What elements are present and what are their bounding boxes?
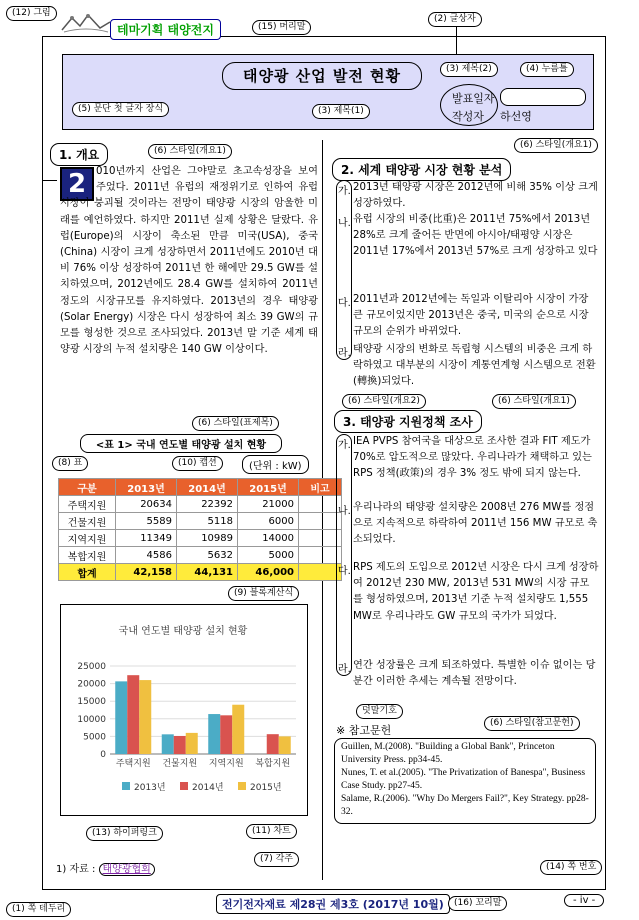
label-caption: (10) 캡션	[172, 456, 223, 471]
footnote-link[interactable]: 태양광협회	[99, 863, 155, 876]
chart-bar	[232, 705, 244, 754]
s3-item: 연간 성장률은 크게 퇴조하였다. 특별한 이슈 없이는 당분간 이러한 추세는 계속될 전망이다.	[353, 660, 596, 688]
s3-item: RPS 제도의 도입으로 2012년 시장은 다시 크게 성장하여 2012년 230 MW, 2013년 531 MW의 시장 규모를 형성하였으며, 2013년 기준 누적 설치량도 1,555 MW로 우리나라도 GW 규모의 국가가 되었다.	[353, 562, 599, 622]
footnote	[56, 860, 155, 875]
chart-legend-label: 2013년	[134, 783, 166, 793]
reference-item: Salame, R.(2006). "Why Do Mergers Fail?", Key Strategy. pp28-32.	[341, 794, 589, 817]
label-style-outline2: (6) 스타일(개요2)	[342, 394, 426, 409]
s3-mark: 가.	[338, 440, 351, 451]
install-table	[58, 478, 342, 581]
chart-legend-label: 2014년	[192, 783, 224, 793]
label-style-outline1: (6) 스타일(개요1)	[148, 144, 232, 159]
chart-legend-swatch	[238, 782, 246, 790]
chart-legend-label: 2015년	[250, 783, 282, 793]
section1-heading: 1. 개요	[50, 143, 108, 166]
chart-bar	[127, 675, 139, 754]
th-category: 구분	[59, 479, 116, 496]
s2-item: 유럽 시장의 비중(比重)은 2011년 75%에서 2013년 28%로 크게 줄어든 반면에 아시아/태평양 시장은 2011년 17%에서 2013년 57%로 크게 성장하고 있다	[353, 214, 598, 258]
chart-x-tick-label: 주택지원	[115, 759, 151, 769]
author-label: 작성자	[452, 110, 484, 123]
chart	[60, 604, 306, 814]
chart-bar	[174, 736, 186, 754]
footer-text: 전기전자재료 제28권 제3호 (2017년 10월)	[216, 894, 450, 914]
references-box	[334, 738, 596, 824]
footnote-prefix: 1) 자료 :	[56, 864, 96, 875]
chart-x-tick-label: 복합지원	[255, 759, 291, 769]
label-table: (8) 표	[52, 456, 88, 471]
label-chart: (11) 차트	[246, 824, 297, 839]
section2-heading: 2. 세계 태양광 시장 현황 분석	[332, 158, 511, 181]
s3-item: IEA PVPS 참여국을 대상으로 조사한 결과 FIT 제도가 70%로 압도적으로 많았다. 우리나라가 채택하고 있는 RPS 정책(政策)의 경우 3% 정도 밖에 되지 않는다.	[353, 436, 592, 480]
chart-bar	[279, 736, 291, 754]
label-style-ref: (6) 스타일(참고문헌)	[484, 716, 580, 731]
table-row: 건물지원 5589 5118 6000	[59, 513, 342, 530]
label-page-number: (14) 쪽 번호	[540, 860, 602, 875]
chart-y-tick-label: 20000	[77, 679, 106, 690]
arrow-textbox	[456, 26, 457, 54]
chart-x-tick-label: 지역지원	[208, 759, 244, 769]
label-picture: (12) 그림	[6, 6, 57, 21]
label-title1: (3) 제목(1)	[312, 104, 370, 119]
th-2015: 2015년	[238, 479, 299, 496]
chart-legend-swatch	[122, 782, 130, 790]
label-header: (15) 머리말	[252, 20, 311, 35]
s2-item: 2011년과 2012년에는 독일과 이탈리아 시장이 가장 큰 규모이었지만 2013년은 중국, 미국의 순으로 시장 규모의 순위가 바뀌었다.	[353, 294, 589, 338]
dropcap-pointer	[42, 120, 57, 181]
chart-y-tick-label: 5000	[83, 732, 106, 743]
s2-mark: 가.	[338, 186, 351, 197]
chart-bar	[267, 734, 279, 754]
section2-bracket	[336, 180, 352, 360]
dropcap-letter: 2	[60, 167, 94, 201]
label-page-border: (1) 쪽 테두리	[6, 902, 71, 917]
table-sum-row: 합계 42,158 44,131 46,000	[59, 564, 342, 581]
chart-y-tick-label: 0	[100, 750, 106, 760]
date-field[interactable]	[500, 88, 586, 106]
table-unit: (단위 : kW)	[242, 455, 309, 474]
label-dropcap: (5) 문단 첫 글자 장식	[72, 102, 169, 117]
label-style-outline1c: (6) 스타일(개요1)	[492, 394, 576, 409]
table-row: 지역지원 11349 10989 14000	[59, 530, 342, 547]
chart-x-tick-label: 건물지원	[162, 759, 198, 769]
s2-item: 2013년 태양광 시장은 2012년에 비해 35% 이상 크게 성장하였다.	[353, 182, 598, 210]
label-style-tabletitle: (6) 스타일(표제목)	[192, 416, 279, 431]
doc-title: 태양광 산업 발전 현황	[222, 62, 422, 90]
section1-body: 010년까지 산업은 그야말로 초고속성장을 보여 주었다. 2011년 유럽의 재정위기로 인하여 유럽 시장이 붕괴될 것이라는 전망이 태양광 시장의 암울한 미래를 예언하였다. 하지만 2011년 실제 상황은 달랐다. 유럽(Europe)의 시장이 축소된 만큼 미국(USA), 중국(China) 시장이 크게 성장하면서 2011년에도 2010년 대비 76% 이상 성장하여 2011년 한 해에만 29.5 GW를 설치하였으며, 2012년에도 28.4 GW를 설치하여 2011년 정도의 시장규모를 유지하였다. 2013년의 경우 태양광(Solar Energy) 시장은 다시 성장하여 최소 39 GW의 규모를 형성한 것으로 조사되었다. 2013년 말 기준 세계 태양광 시장의 누적 설치량은 140 GW 이상이다.	[60, 166, 318, 356]
chart-bar	[115, 681, 127, 754]
reference-item: Nunes, T. et al.(2005). "The Privatization of Banespa", Business Case Study. pp27-45.	[341, 768, 586, 791]
s3-mark: 다.	[338, 566, 351, 577]
s2-item: 태양광 시장의 변화로 독립형 시스템의 비중은 크게 하락하였고 대부분의 시장이 계통연계형 시스템으로 전환(轉換)되었다.	[353, 344, 596, 388]
section3-bracket	[336, 434, 352, 676]
s2-mark: 다.	[338, 298, 351, 309]
chart-y-tick-label: 10000	[77, 714, 106, 725]
label-hyperlink: (13) 하이퍼링크	[86, 826, 163, 841]
th-2013: 2013년	[116, 479, 177, 496]
label-field: (4) 누름틀	[520, 62, 574, 77]
chart-bar	[186, 733, 198, 754]
s3-item: 우리나라의 태양광 설치량은 2008년 276 MW를 정점으로 지속적으로 하락하여 2011년 156 MW 규모로 축소되었다.	[353, 502, 598, 546]
date-label: 발표일자	[452, 92, 495, 105]
label-title2: (3) 제목(2)	[440, 62, 498, 77]
s2-mark: 라.	[338, 348, 351, 359]
table-row: 복합지원 4586 5632 5000	[59, 547, 342, 564]
section3-heading: 3. 태양광 지원정책 조사	[334, 410, 482, 433]
author-name: 하선영	[500, 110, 532, 123]
label-textbox: (2) 글상자	[428, 12, 482, 27]
s3-mark: 나.	[338, 506, 351, 517]
references-heading: ※ 참고문헌	[336, 724, 392, 737]
chart-y-tick-label: 25000	[77, 662, 106, 672]
s3-mark: 라.	[338, 664, 351, 675]
label-block-calc: (9) 블록계산식	[228, 586, 299, 601]
table-title: <표 1> 국내 연도별 태양광 설치 현황	[80, 434, 282, 453]
label-footer: (16) 꼬리말	[448, 896, 507, 911]
label-mark-symbol: 덧말기호	[356, 704, 403, 719]
title2-ellipse	[440, 84, 498, 126]
header-picture	[60, 12, 112, 38]
reference-item: Guillen, M.(2008). "Building a Global Bank", Princeton University Press. pp34-45.	[341, 742, 555, 765]
chart-title: 국내 연도별 태양광 설치 현황	[118, 626, 248, 637]
label-footnote: (7) 각주	[254, 852, 299, 867]
th-2014: 2014년	[177, 479, 238, 496]
chart-y-tick-label: 15000	[77, 697, 106, 708]
chart-legend-swatch	[180, 782, 188, 790]
chart-bar	[139, 680, 151, 754]
chart-bar	[208, 714, 220, 754]
page-number: - iv -	[564, 894, 604, 907]
chart-bar	[220, 715, 232, 754]
th-note: 비고	[299, 479, 342, 496]
label-style-outline1b: (6) 스타일(개요1)	[514, 138, 598, 153]
table-row: 주택지원 20634 22392 21000	[59, 496, 342, 513]
chart-bar	[162, 734, 174, 754]
s2-mark: 나.	[338, 218, 351, 229]
header-banner: 테마기획 태양전지	[110, 19, 221, 40]
